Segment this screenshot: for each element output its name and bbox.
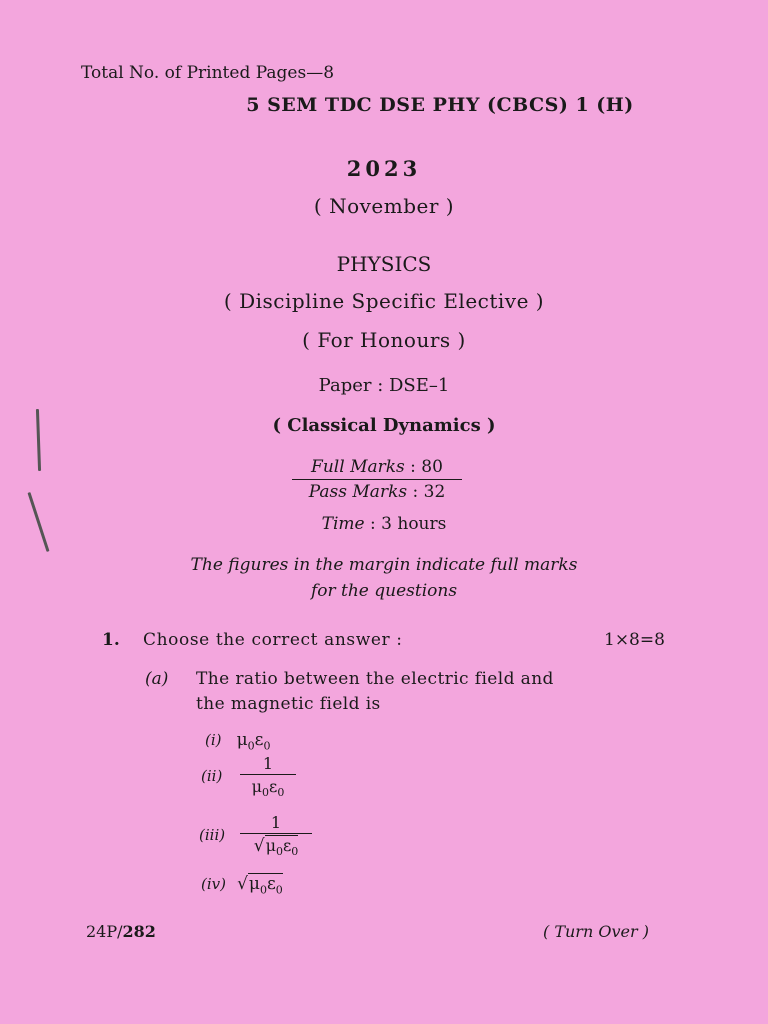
exam-year: 2023 — [346, 156, 422, 181]
pass-marks-label: Pass Marks — [308, 482, 408, 502]
instruction-line-1: The figures in the margin indicate full marks — [190, 555, 578, 575]
epsilon-symbol: ε — [266, 874, 276, 894]
course-code: 5 SEM TDC DSE PHY (CBCS) 1 (H) — [246, 94, 634, 116]
radicand — [265, 835, 299, 859]
paper-serial-code — [86, 922, 156, 941]
fraction-denominator — [240, 833, 312, 858]
option-iv — [201, 874, 283, 896]
question-marks: 1×8=8 — [604, 630, 665, 650]
option-ii-label: (ii) — [201, 767, 223, 785]
serial-number: 282 — [122, 922, 156, 941]
subscript: 0 — [263, 739, 271, 753]
paper-title: ( Classical Dynamics ) — [272, 415, 496, 436]
radicand — [248, 873, 283, 897]
time-allowed — [0, 514, 768, 534]
subscript: 0 — [291, 845, 299, 859]
option-expression — [237, 874, 283, 897]
full-marks-label: Full Marks — [311, 457, 405, 477]
option-iii-fraction — [240, 813, 312, 858]
serial-prefix: 24P/ — [86, 922, 123, 941]
question-number: 1. — [102, 630, 120, 650]
exam-month: ( November ) — [313, 194, 455, 218]
option-iii-label: (iii) — [199, 826, 226, 844]
full-marks — [292, 457, 462, 480]
epsilon-symbol: ε — [254, 730, 264, 750]
time-value: : 3 hours — [370, 514, 447, 534]
subscript: 0 — [275, 883, 283, 897]
pass-marks — [292, 480, 462, 502]
option-i — [205, 730, 270, 752]
mu-symbol: μ — [248, 874, 260, 894]
option-label: (iv) — [201, 875, 226, 893]
pass-marks-value: : 32 — [412, 482, 446, 502]
full-marks-value: : 80 — [410, 457, 443, 477]
printed-pages-count: Total No. of Printed Pages—8 — [81, 63, 335, 83]
square-root-icon: √ — [237, 874, 248, 894]
option-label: (i) — [205, 731, 222, 749]
option-ii-fraction — [240, 754, 296, 799]
course-level: ( For Honours ) — [302, 328, 466, 352]
mu-symbol: μ — [236, 730, 248, 750]
option-expression — [236, 730, 271, 753]
subscript: 0 — [247, 739, 255, 753]
fraction-numerator: 1 — [262, 754, 274, 773]
instruction-line-2: for the questions — [310, 581, 458, 601]
fraction-numerator: 1 — [270, 813, 282, 832]
part-label: (a) — [145, 669, 169, 689]
time-label: Time — [321, 514, 365, 534]
epsilon-symbol: ε — [282, 836, 292, 855]
course-category: ( Discipline Specific Elective ) — [223, 289, 545, 313]
turn-over-note: ( Turn Over ) — [543, 922, 649, 941]
mu-symbol: μ — [265, 836, 276, 855]
epsilon-symbol: ε — [269, 777, 278, 796]
subject-title: PHYSICS — [336, 252, 432, 276]
subscript: 0 — [275, 845, 283, 859]
paper-code: Paper : DSE–1 — [318, 375, 450, 396]
subscript: 0 — [262, 786, 270, 800]
fraction-denominator — [240, 774, 296, 799]
square-root-icon: √ — [253, 836, 265, 856]
marks-block — [292, 457, 462, 502]
mu-symbol: μ — [251, 777, 263, 796]
question-text: Choose the correct answer : — [143, 630, 403, 650]
subscript: 0 — [277, 786, 285, 800]
subscript: 0 — [259, 883, 267, 897]
part-text-line-1: The ratio between the electric field and — [196, 669, 554, 689]
part-text-line-2: the magnetic field is — [196, 694, 381, 714]
